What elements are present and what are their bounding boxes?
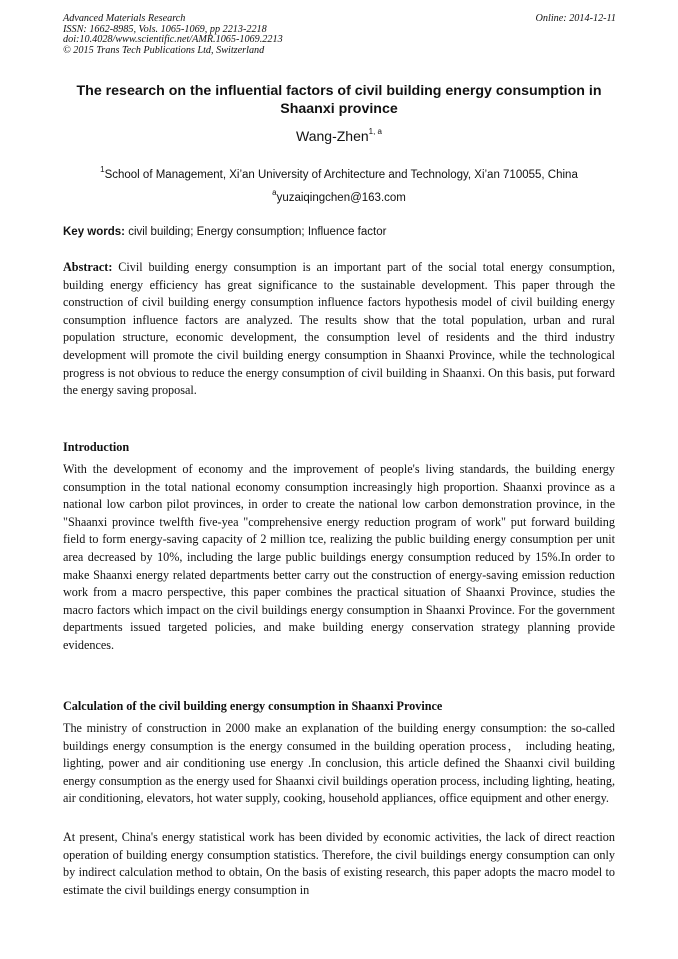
author-name: Wang-Zhen (296, 128, 369, 144)
online-date: Online: 2014-12-11 (535, 13, 616, 24)
journal-name: Advanced Materials Research (63, 13, 186, 24)
calculation-paragraph-1: The ministry of construction in 2000 make an explanation of the building energy consumption: the so-called buildings energy consumption is the energy consumed in the building operation process， including heating, lighting, power and air conditioning use energy .In conclusion, this article defined the Shaanxi civil building energy consumption as the energy used for Shaanxi civil buildings operation process, including lighting, heating, air conditioning, elevators, hot water supply, cooking, household appliances, office equipment and other energy. (63, 721, 615, 806)
affiliation-text: School of Management, Xi’an University of Architecture and Technology, Xi’an 710055, China (104, 168, 578, 181)
introduction-paragraph: With the development of economy and the improvement of people's living standards, the building energy consumption in the total national economy consumption increasingly high proportion. Shaanxi province as a national low carbon pilot provinces, in order to create the national low carbon demonstration province, in the "Shaanxi province twelfth five-yea "comprehensive energy reduction program of work" put forward building field to form energy-saving capacity of 2 million tce, realizing the public building energy consumption per unit area decreased by 10%, including the large public buildings energy consumption reduced by 15%.In order to make Shaanxi energy related departments better carry out the construction of energy-saving emission reduction work from a macro perspective, this paper combines the practical situation of Shaanxi Province, studies the macro factors which impact on the civil buildings energy consumption in Shaanxi Province. For the government departments issued targeted policies, and make building energy conservation strategy planning provide evidences. (63, 462, 615, 652)
journal-header (63, 14, 616, 56)
copyright-line: © 2015 Trans Tech Publications Ltd, Switzerland (63, 44, 265, 56)
affiliation (0, 166, 678, 181)
introduction-heading: Introduction (63, 440, 130, 454)
doi-line: doi:10.4028/www.scientific.net/AMR.1065-1069.2213 (63, 34, 283, 46)
email-address: yuzaiqingchen@163.com (276, 191, 406, 204)
affiliation-marker: 1 (100, 165, 105, 174)
issn-line: ISSN: 1662-8985, Vols. 1065-1069, pp 2213-2218 (63, 23, 267, 35)
keywords (63, 226, 616, 238)
calculation-paragraph-2: At present, China's energy statistical work has been divided by economic activities, the lack of direct reaction operation of building energy consumption statistics. Therefore, the civil buildings energy consumption can only by indirect calculation method to obtain, On the basis of existing research, this paper adopts the macro model to estimate the civil buildings energy consumption in (63, 830, 615, 897)
author-email (0, 189, 678, 204)
calculation-heading: Calculation of the civil building energy consumption in Shaanxi Province (63, 699, 443, 713)
author-line (0, 128, 678, 144)
keywords-text: civil building; Energy consumption; Influence factor (125, 226, 387, 238)
paper-title: The research on the influential factors of civil building energy consumption in Shaanxi province (76, 83, 602, 117)
author-superscript: 1, a (368, 127, 382, 137)
abstract (63, 259, 615, 400)
email-marker: a (272, 188, 277, 197)
abstract-text: Civil building energy consumption is an important part of the social total energy consumption, building energy efficiency has great significance to the sustainable development. This paper through the construction of civil building energy consumption influence factors hypothesis model of civil building energy consumption influence factors are analyzed. The results show that the total population, urban and rural population structure, economic development, the consumption level of residents and the third industry development will promote the civil building energy consumption in Shaanxi Province, while the technological progress is not obvious to reduce the energy consumption of civil building in Shaanxi. On this basis, put forward the energy saving proposal. (63, 260, 615, 398)
keywords-label: Key words: (63, 226, 125, 238)
abstract-label: Abstract: (63, 260, 113, 274)
